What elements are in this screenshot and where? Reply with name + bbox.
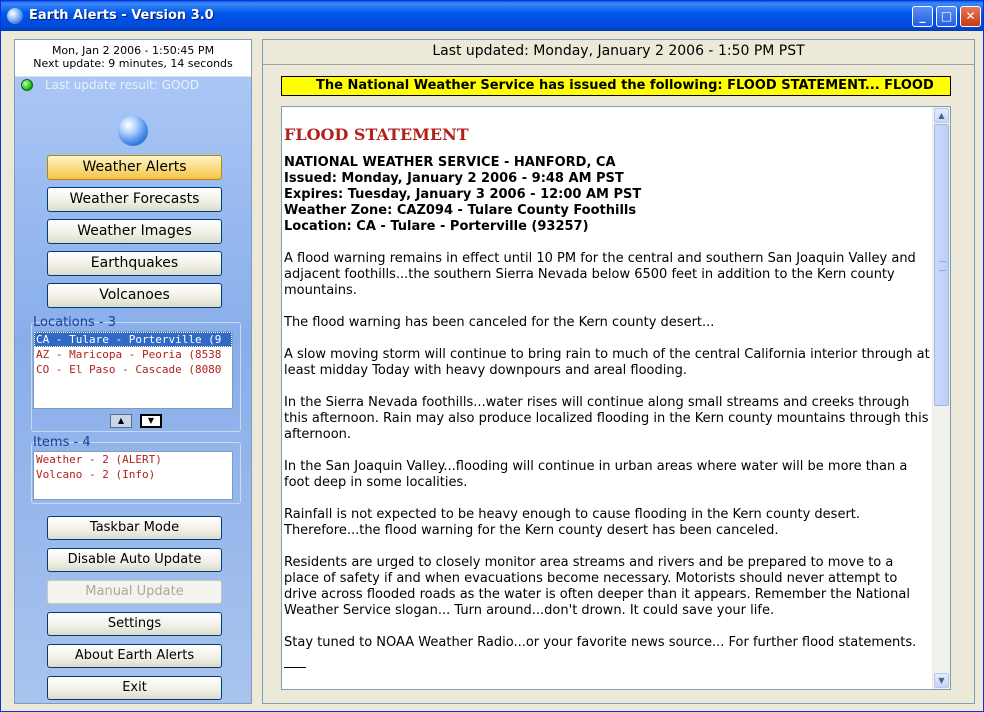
divider: [263, 64, 974, 65]
alert-content[interactable]: [281, 106, 951, 690]
window-title: Earth Alerts - Version 3.0: [29, 8, 214, 23]
last-update-status: Last update result: GOOD: [45, 78, 200, 92]
manual-update-button: Manual Update: [47, 580, 222, 604]
alert-item[interactable]: Volcano - 2 (Info): [36, 468, 156, 481]
alert-paragraph: Rainfall is not expected to be heavy enough to cause flooding in the Kern county desert. Therefore...the flood warning for the Kern county desert has been canceled.: [284, 507, 861, 538]
vertical-scrollbar[interactable]: [932, 107, 950, 689]
grip-icon: [939, 261, 946, 271]
alert-location: Location: CA - Tulare - Porterville (93257): [284, 219, 589, 234]
clock-display: [15, 44, 251, 70]
left-panel: [14, 39, 252, 704]
globe-icon: [118, 116, 148, 146]
weather-forecasts-button[interactable]: Weather Forecasts: [47, 187, 222, 212]
main-panel: [262, 39, 975, 704]
disable-auto-update-button[interactable]: Disable Auto Update: [47, 548, 222, 572]
alert-expires: Expires: Tuesday, January 3 2006 - 12:00 AM PST: [284, 187, 642, 202]
items-list[interactable]: [33, 451, 233, 500]
location-item[interactable]: CO - El Paso - Cascade (8080: [36, 363, 222, 376]
settings-button[interactable]: Settings: [47, 612, 222, 636]
earthquakes-button[interactable]: Earthquakes: [47, 251, 222, 276]
scroll-up-icon[interactable]: ▲: [934, 108, 949, 123]
locations-list[interactable]: [33, 331, 233, 409]
move-up-button[interactable]: ▲: [110, 414, 132, 428]
alert-item[interactable]: Weather - 2 (ALERT): [36, 453, 162, 466]
weather-images-button[interactable]: Weather Images: [47, 219, 222, 244]
alert-title: FLOOD STATEMENT: [284, 125, 469, 144]
globe-app-icon: [7, 8, 23, 24]
alert-issuer: NATIONAL WEATHER SERVICE - HANFORD, CA: [284, 155, 616, 170]
volcanoes-button[interactable]: Volcanoes: [47, 283, 222, 308]
alert-zone: Weather Zone: CAZ094 - Tulare County Foothills: [284, 203, 637, 218]
last-updated-label: Last updated: Monday, January 2 2006 - 1:50 PM PST: [432, 43, 805, 59]
about-button[interactable]: About Earth Alerts: [47, 644, 222, 668]
next-update-countdown: Next update: 9 minutes, 14 seconds: [33, 57, 233, 70]
ticker-text: The National Weather Service has issued the following: FLOOD STATEMENT... FLOOD: [316, 78, 934, 93]
alert-paragraph: The flood warning has been canceled for the Kern county desert...: [284, 315, 715, 330]
alert-paragraph: A flood warning remains in effect until 10 PM for the central and southern San Joaquin Valley and adjacent foothills...the southern Sierra Nevada below 6500 feet in addition to the Kern county mountains.: [284, 251, 916, 298]
alert-ticker: [281, 76, 951, 96]
weather-alerts-button[interactable]: Weather Alerts: [47, 155, 222, 180]
minimize-button[interactable]: _: [912, 6, 933, 27]
taskbar-mode-button[interactable]: Taskbar Mode: [47, 516, 222, 540]
location-item[interactable]: CA - Tulare - Porterville (9: [34, 332, 232, 347]
items-header: Items - 4: [33, 435, 91, 450]
move-down-button[interactable]: ▼: [140, 414, 162, 428]
alert-paragraph: Stay tuned to NOAA Weather Radio...or your favorite news source... For further flood statements.: [284, 635, 917, 650]
close-button[interactable]: ✕: [960, 6, 981, 27]
exit-button[interactable]: Exit: [47, 676, 222, 700]
maximize-button[interactable]: □: [936, 6, 957, 27]
scroll-down-icon[interactable]: ▼: [934, 673, 949, 688]
alert-paragraph: In the San Joaquin Valley...flooding will continue in urban areas where water will be more than a foot deep in some localities.: [284, 459, 908, 490]
alert-text-area: [284, 107, 932, 668]
alert-issued: Issued: Monday, January 2 2006 - 9:48 AM PST: [284, 171, 624, 186]
status-indicator-icon: [21, 79, 33, 91]
current-time: Mon, Jan 2 2006 - 1:50:45 PM: [51, 44, 215, 57]
alert-paragraph: In the Sierra Nevada foothills...water rises will continue along small streams and creeks through this afternoon. Rain may also produce localized flooding in the Kern county mountains through this afternoon.: [284, 395, 929, 442]
location-item[interactable]: AZ - Maricopa - Peoria (8538: [36, 348, 222, 361]
end-rule: [284, 667, 306, 668]
scroll-thumb[interactable]: [934, 124, 949, 406]
alert-paragraph: Residents are urged to closely monitor area streams and rivers and be prepared to move to a place of safety if and when evacuations become necessary. Motorists should never attempt to drive across flooded roads as the water is often deeper than it appears. Remember the National Weather Service slogan... Turn around...don't drown. It could save your life.: [284, 555, 910, 618]
title-bar[interactable]: [1, 1, 983, 31]
locations-header: Locations - 3: [33, 315, 116, 330]
alert-paragraph: A slow moving storm will continue to bring rain to much of the central California interior through at least midday Today with heavy downpours and areal flooding.: [284, 347, 930, 378]
